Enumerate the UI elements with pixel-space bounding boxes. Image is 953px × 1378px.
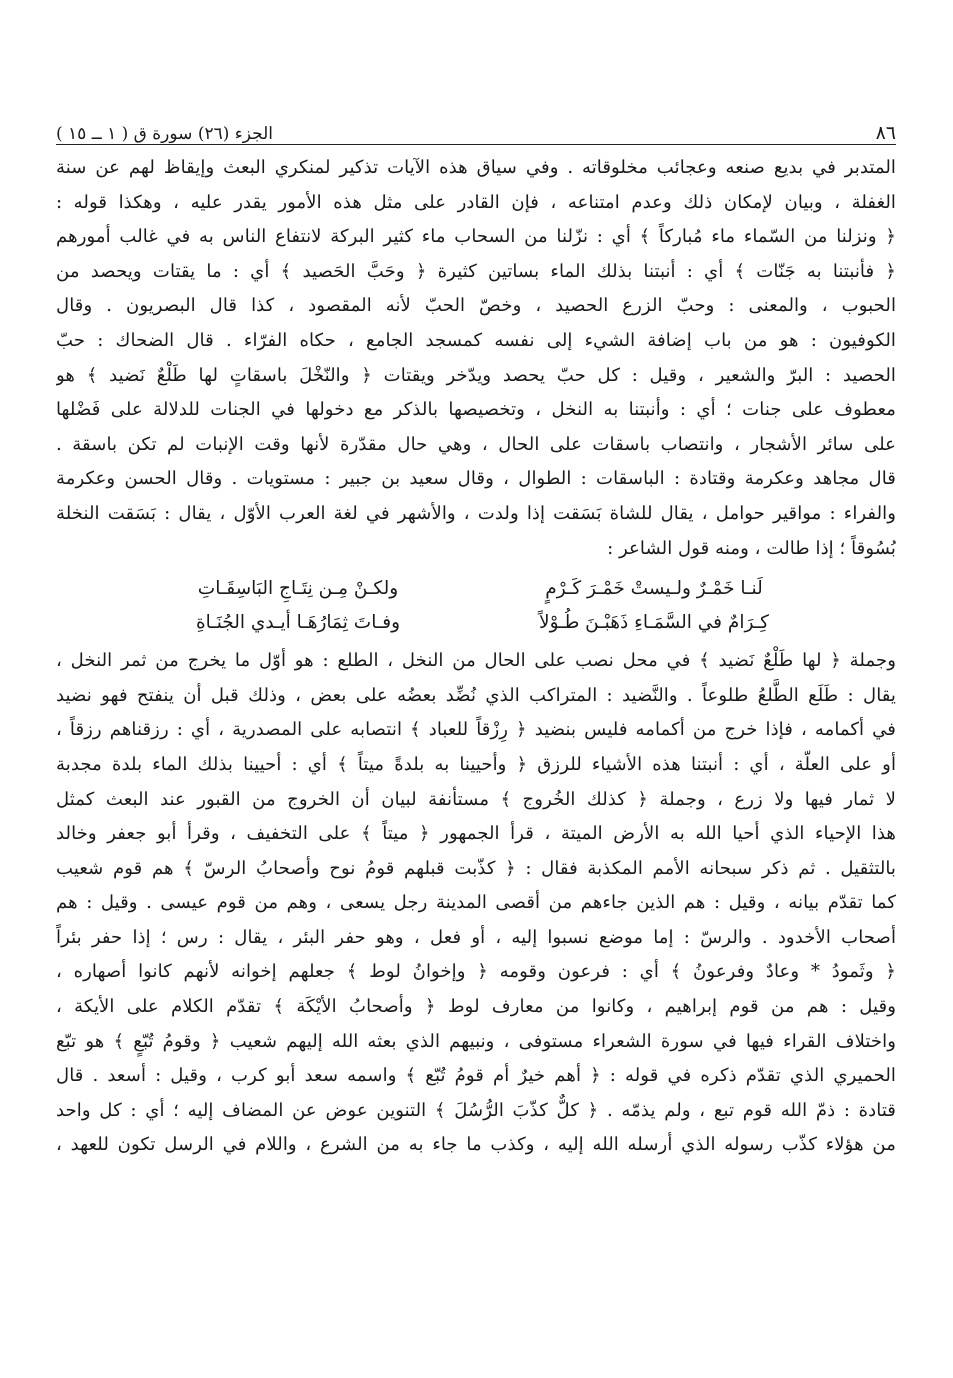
poem-verse	[56, 606, 896, 640]
verse-first-hemistich: كِـرَامٌ في السَّمَـاءِ ذَهَبْـنَ طُـوْلاً	[539, 612, 769, 634]
text-line: أصحاب الأخدود . والرسّ : إما موضع نسبوا إليه ، أو فعل ، وهو حفر البئر ، يقال : رس ؛ إذا حفر بئراً	[56, 926, 896, 948]
text-line: وقيل : هم من قوم إبراهيم ، وكانوا من معارف لوط ﴿ وأصحابُ الأيْكَة ﴾ تقدّم الكلام على الأيكة ،	[56, 996, 896, 1018]
page-body	[56, 151, 896, 1163]
text-line: هذا الإحياء الذي أحيا الله به الأرض الميتة ، قرأ الجمهور ﴿ ميتاً ﴾ على التخفيف ، وقرأ أبو جعفر وخالد	[56, 823, 896, 845]
text-line: واختلاف القراء فيها في سورة الشعراء مستوفى ، ونبيهم الذي بعثه الله إليهم شعيب ﴿ وقومُ تُبّعٍ ﴾ هو تبّع	[56, 1030, 896, 1052]
text-line: قتادة : ذمّ الله قوم تبع ، ولم يذمّه . ﴿ كلٌّ كذّبَ الرُّسُلَ ﴾ التنوين عوض عن المضاف إليه ؛ أي : كل واحد	[56, 1099, 896, 1121]
text-line: الحبوب ، والمعنى : وحبّ الزرع الحصيد ، وخصّ الحبّ لأنه المقصود ، كذا قال البصريون . وقال	[56, 295, 896, 317]
text-line: معطوف على جنات ؛ أي : وأنبتنا به النخل ، وتخصيصها بالذكر مع دخولها في الجنات للدلالة على فَضْلها	[56, 399, 896, 421]
book-page	[56, 112, 896, 1163]
text-line: ﴿ وثَمودُ * وعادٌ وفرعونُ ﴾ أي : فرعون وقومه ﴿ وإخوانُ لوط ﴾ جعلهم إخوانه لأنهم كانوا أصهاره ،	[56, 961, 896, 983]
text-line: قال مجاهد وعكرمة وقتادة : الباسقات : الطوال ، وقال سعيد بن جبير : مستويات . وقال الحسن وعكرمة	[56, 468, 896, 490]
text-line: من هؤلاء كذّب رسوله الذي أرسله الله إليه ، وكذب ما جاء به من الشرع ، واللام في الرسل تكون للعهد ،	[56, 1134, 896, 1156]
text-line: والفراء : مواقير حوامل ، يقال للشاة بَسَقت إذا ولدت ، والأشهر في لغة العرب الأوّل ، يقال : بَسَقت النخلة	[56, 502, 896, 524]
text-line: ﴿ ونزلنا من السّماء ماء مُباركاً ﴾ أي : نزّلنا من السحاب ماء كثير البركة لانتفاع الناس به في غالب أمورهم	[56, 226, 896, 248]
text-line: المتدبر في بديع صنعه وعجائب مخلوقاته . وفي سياق هذه الآيات تذكير لمنكري البعث وإيقاظ لهم عن سنة	[56, 157, 896, 178]
text-line: الحصيد : البرّ والشعير ، وقيل : كل حبّ يحصد ويدّخر ويقتات ﴿ والنّخْلَ باسقاتٍ لها طَلْعٌ نَضيد ﴾ هو	[56, 364, 896, 386]
text-line: بُسُوقاً ؛ إذا طالت ، ومنه قول الشاعر :	[607, 537, 896, 559]
running-title: الجزء (٢٦) سورة ق ( ١ ــ ١٥ )	[56, 124, 274, 144]
page-number: ٨٦	[875, 122, 896, 144]
text-line: لا ثمار فيها ولا زرع ، وجملة ﴿ كذلك الخُروج ﴾ مستأنفة لبيان أن الخروج من القبور عند البعث كمثل	[56, 788, 896, 810]
verse-second-hemistich: ولكـنْ مِـن نِتَـاجِ البَاسِقَـاتِ	[197, 578, 399, 600]
text-line: ﴿ فأنبتنا به جَنّات ﴾ أي : أنبتنا بذلك الماء بساتين كثيرة ﴿ وحَبَّ الحَصيد ﴾ أي : ما يقتات ويحصد من	[56, 260, 896, 282]
text-line: وجملة ﴿ لها طَلْعٌ نَضيد ﴾ في محل نصب على الحال من النخل ، الطلع : هو أوّل ما يخرج من ثمر النخل ،	[56, 650, 896, 672]
text-line: في أكمامه ، فإذا خرج من أكمامه فليس بنضيد ﴿ رِزْقاً للعباد ﴾ انتصابه على المصدرية ، أي : رزقناهم رزقاً ،	[56, 719, 896, 741]
text-line: كما تقدّم بيانه ، وقيل : هم الذين جاءهم من أقصى المدينة رجل يسعى ، وهم من قوم عيسى . وقيل : هم	[56, 892, 896, 914]
text-line: يقال : طَلَع الطَّلعُ طلوعاً . والنَّضيد : المتراكب الذي نُضِّد بعضُه على بعض ، وذلك قبل أن ينفتح فهو نضيد	[56, 684, 896, 706]
text-line: أو على العلّة ، أي : أنبتنا هذه الأشياء للرزق ﴿ وأحيينا به بلدةً ميتاً ﴾ أي : أحيينا بذلك الماء بلدة مجدبة	[56, 753, 896, 775]
text-line: الكوفيون : هو من باب إضافة الشيء إلى نفسه كمسجد الجامع ، حكاه الفرّاء . قال الضحاك : حبّ	[56, 329, 896, 351]
verse-second-hemistich: وفـاتَ ثِمَارُهَـا أيـدي الجُنَـاةِ	[195, 612, 401, 634]
paragraph-2	[56, 644, 896, 1163]
text-line: الحميري الذي تقدّم ذكره في قوله : ﴿ أهم خيرٌ أم قومُ تُبّع ﴾ واسمه سعد أبو كرب ، وقيل : أسعد . قال	[56, 1065, 896, 1087]
poem	[56, 572, 896, 640]
text-line: الغفلة ، وبيان لإمكان ذلك وعدم امتناعه ، فإن القادر على مثل هذه الأمور يقدر عليه ، وهكذا قوله :	[56, 191, 896, 213]
poem-verse	[56, 572, 896, 606]
verse-first-hemistich: لَنـا خَمْـرٌ ولـيستْ خَمْـرَ كَـرْمٍ	[545, 578, 763, 600]
text-line: بالتثقيل . ثم ذكر سبحانه الأمم المكذبة فقال : ﴿ كذّبت قبلهم قومُ نوح وأصحابُ الرسّ ﴾ هم قوم شعيب	[56, 857, 896, 879]
page-header	[56, 112, 896, 145]
text-line: على سائر الأشجار ، وانتصاب باسقات على الحال ، وهي حال مقدّرة لأنها وقت الإنبات لم تكن باسقة .	[56, 433, 896, 455]
paragraph-1	[56, 151, 896, 566]
